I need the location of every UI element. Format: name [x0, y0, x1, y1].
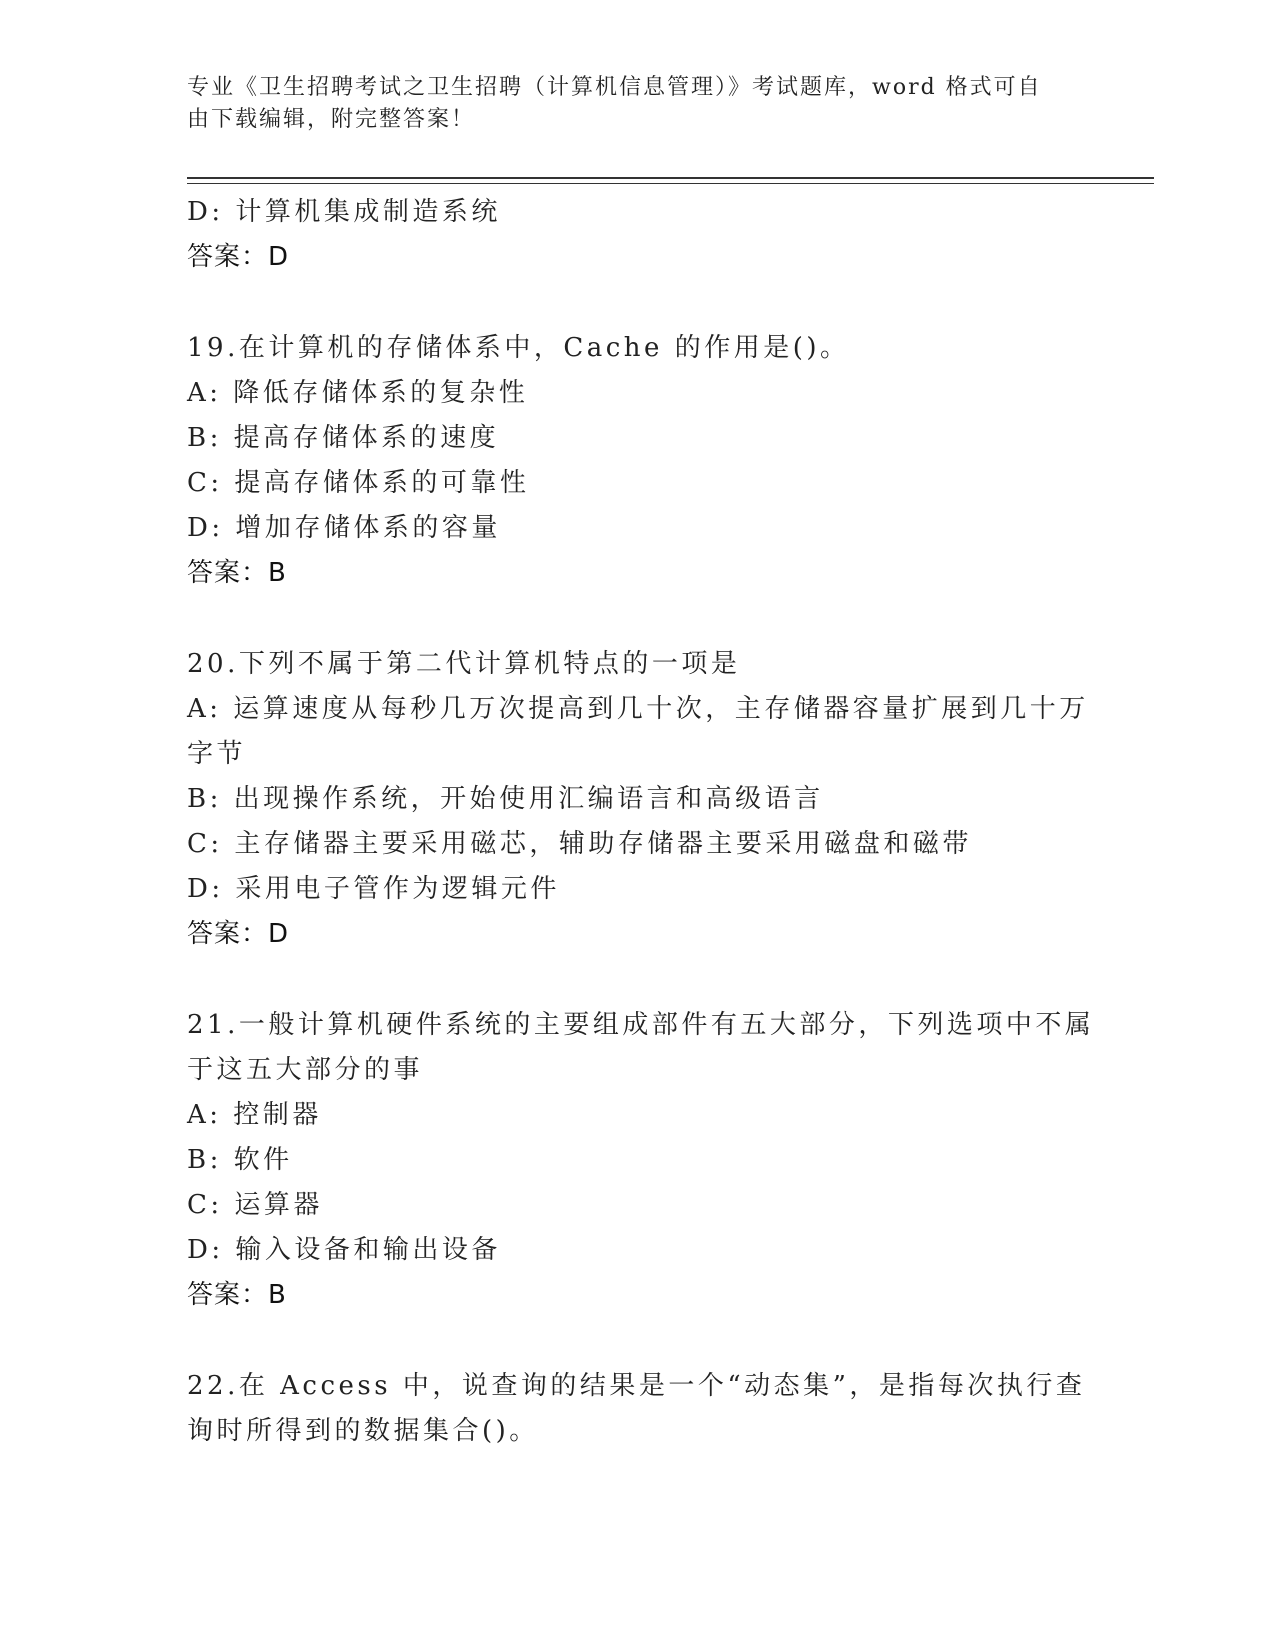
option-b: B: 出现操作系统，开始使用汇编语言和高级语言 — [187, 784, 824, 814]
option-b: B: 软件 — [187, 1145, 293, 1175]
question-stem-line-2: 于这五大部分的事 — [187, 1055, 424, 1085]
answer: 答案：B — [187, 1280, 287, 1310]
document-header — [187, 72, 1067, 136]
option-b: B: 提高存储体系的速度 — [187, 423, 500, 453]
question-stem: 20.下列不属于第二代计算机特点的一项是 — [187, 649, 741, 679]
question-stem-line-2: 询时所得到的数据集合()。 — [187, 1416, 539, 1446]
question-stem-line-1: 21.一般计算机硬件系统的主要组成部件有五大部分，下列选项中不属 — [187, 1010, 1095, 1040]
header-divider-thin — [187, 183, 1154, 184]
question-stem: 19.在计算机的存储体系中，Cache 的作用是()。 — [187, 333, 850, 363]
prev-answer: 答案：D — [187, 242, 290, 272]
header-line-1: 专业《卫生招聘考试之卫生招聘（计算机信息管理）》考试题库，word 格式可自 — [187, 75, 1042, 100]
prev-option-d: D: 计算机集成制造系统 — [187, 197, 501, 227]
header-line-2: 由下载编辑，附完整答案！ — [187, 107, 476, 132]
question-19 — [187, 326, 1087, 596]
header-divider-thick — [187, 177, 1154, 179]
answer: 答案：B — [187, 558, 287, 588]
option-c: C: 主存储器主要采用磁芯，辅助存储器主要采用磁盘和磁带 — [187, 829, 972, 859]
option-d: D: 采用电子管作为逻辑元件 — [187, 874, 560, 904]
question-content — [187, 190, 1095, 1454]
option-a-line-1: A: 运算速度从每秒几万次提高到几十次，主存储器容量扩展到几十万 — [187, 694, 1089, 724]
option-c: C: 运算器 — [187, 1190, 323, 1220]
option-a: A: 控制器 — [187, 1100, 322, 1130]
question-20 — [187, 642, 1087, 957]
option-d: D: 输入设备和输出设备 — [187, 1235, 501, 1265]
option-d: D: 增加存储体系的容量 — [187, 513, 501, 543]
question-stem-line-1: 22.在 Access 中，说查询的结果是一个“动态集”，是指每次执行查 — [187, 1371, 1086, 1401]
option-a: A: 降低存储体系的复杂性 — [187, 378, 529, 408]
answer: 答案：D — [187, 919, 290, 949]
option-c: C: 提高存储体系的可靠性 — [187, 468, 530, 498]
option-a-line-2: 字节 — [187, 739, 247, 769]
question-22 — [187, 1364, 1087, 1454]
question-21 — [187, 1003, 1095, 1318]
